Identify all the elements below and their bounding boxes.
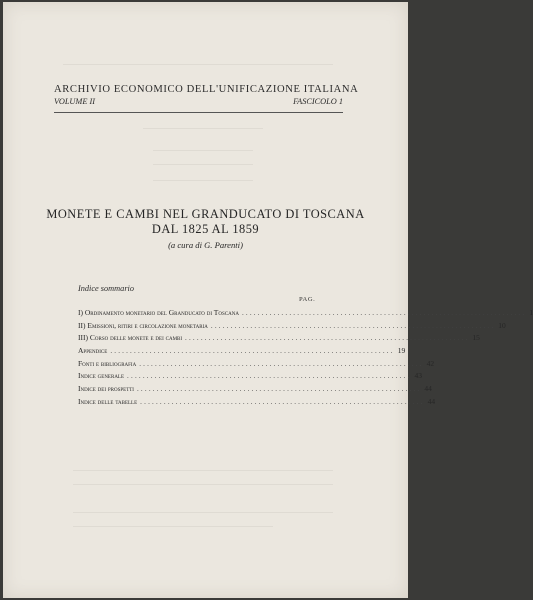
show-through-line (63, 64, 333, 65)
toc-entry-page: 44 (427, 396, 436, 406)
toc-entry (78, 396, 436, 410)
leader-dots: ........................................................................ (136, 385, 422, 394)
show-through-line (73, 512, 333, 513)
fascicolo-label: FASCICOLO 1 (293, 97, 343, 106)
toc-entry-page: 19 (397, 346, 406, 356)
toc-entry-page: 43 (414, 371, 422, 381)
show-through-line (153, 180, 253, 181)
show-through-line (143, 128, 263, 129)
toc-entry (78, 371, 422, 384)
leader-dots: ........................................................................ (139, 359, 424, 368)
toc-entry-label: Indice generale (78, 371, 125, 381)
article-title-line-2: DAL 1825 AL 1859 (151, 222, 260, 236)
show-through-line (73, 526, 273, 527)
leader-dots: ........................................................................ (185, 334, 470, 343)
running-header (54, 84, 359, 109)
leader-dots: ........................................................................ (140, 397, 425, 406)
header-rule (54, 112, 343, 113)
article-title-line-1: MONETE E CAMBI NEL GRANDUCATO DI TOSCANA (46, 207, 365, 221)
leader-dots: ........................................................................ (210, 321, 496, 330)
toc-entry (78, 333, 480, 346)
toc-entry (78, 384, 432, 397)
toc-entry-page: 1 (529, 308, 533, 317)
header-subline (54, 97, 343, 109)
article-title-block (3, 207, 408, 250)
show-through-line (153, 164, 253, 165)
leader-dots: ........................................................................ (110, 347, 395, 356)
toc-entry (78, 308, 533, 321)
toc-entry-label: Indice delle tabelle (78, 396, 138, 406)
toc-entry-page: 15 (472, 333, 480, 343)
toc-heading: Indice sommario (78, 284, 134, 293)
leader-dots: ........................................................................ (241, 309, 527, 317)
toc-entry-label: III) Corso delle monete e dei cambi (78, 333, 183, 343)
toc-entry-page: 10 (498, 320, 506, 330)
document-page (3, 2, 533, 598)
toc-entry-label: Appendice (78, 346, 108, 356)
toc-entry-page: 42 (426, 358, 435, 368)
journal-title: ARCHIVIO ECONOMICO DELL'UNIFICAZIONE ITALIANA (54, 84, 359, 95)
toc-entry-label: I) Ordinamento monetario del Granducato di Toscana (78, 308, 239, 317)
toc-entry-label: Indice dei prospetti (78, 384, 134, 394)
toc-entry (78, 358, 435, 372)
toc-entry-page: 44 (424, 384, 432, 394)
toc-entry-label: Fonti e bibliografia (78, 358, 137, 368)
table-of-contents (78, 308, 533, 410)
toc-entry (78, 320, 506, 334)
show-through-line (73, 470, 333, 471)
leader-dots: ........................................................................ (127, 372, 412, 381)
toc-entry-label: II) Emissioni, ritiri e circolazione monetaria (78, 320, 208, 330)
toc-entry (78, 346, 406, 359)
page-column-label: PAG. (299, 296, 316, 303)
show-through-line (153, 150, 253, 151)
show-through-line (73, 484, 333, 485)
volume-label: VOLUME II (54, 97, 95, 106)
editor-credit: (a cura di G. Parenti) (168, 240, 243, 250)
